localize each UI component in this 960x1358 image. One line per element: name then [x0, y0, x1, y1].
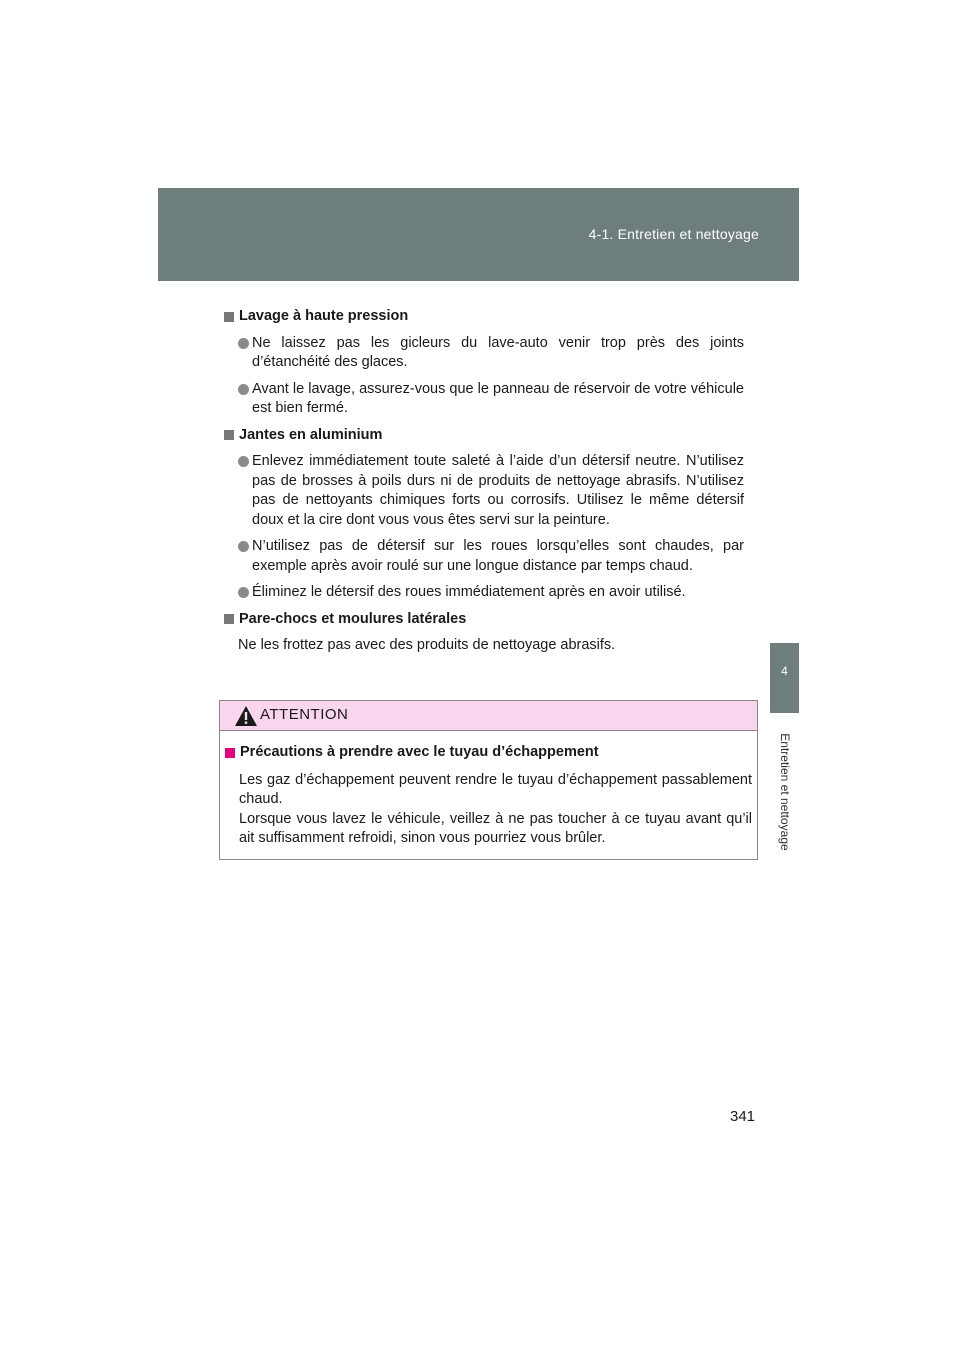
round-bullet-icon	[238, 587, 249, 598]
attention-heading: Précautions à prendre avec le tuyau d’échappement	[225, 743, 752, 763]
list-item: N’utilisez pas de détersif sur les roues lorsqu’elles sont chaudes, par exemple après avoir roulé sur une longue distance par temps chaud.	[224, 537, 744, 576]
attention-text	[225, 771, 752, 849]
list-item: Enlevez immédiatement toute saleté à l’aide d’un détersif neutre. N’utilisez pas de brosses à poils durs ni de produits de nettoyage abrasifs. N’utilisez pas de nettoyants chimiques forts ou corrosifs. Utilisez le même détersif doux et la cire dont vous vous êtes servi sur la peinture.	[224, 452, 744, 530]
chapter-tab-label: Entretien et nettoyage	[777, 732, 792, 851]
attention-header	[220, 701, 757, 731]
attention-box	[219, 700, 758, 860]
attention-paragraph: Lorsque vous lavez le véhicule, veillez à ne pas toucher à ce tuyau avant qu’il ait suffisamment refroidi, sinon vous pourriez vous brûler.	[239, 810, 752, 846]
round-bullet-icon	[238, 384, 249, 395]
round-bullet-icon	[238, 541, 249, 552]
attention-body	[220, 731, 757, 849]
round-bullet-icon	[238, 338, 249, 349]
list-item: Éliminez le détersif des roues immédiatement après en avoir utilisé.	[224, 583, 744, 603]
attention-title: ATTENTION	[260, 706, 349, 723]
list-item: Avant le lavage, assurez-vous que le panneau de réservoir de votre véhicule est bien fermé.	[224, 380, 744, 419]
chapter-tab	[770, 713, 799, 870]
chapter-title: 4-1. Entretien et nettoyage	[588, 226, 759, 242]
round-bullet-icon	[238, 456, 249, 467]
chapter-header-band	[158, 188, 799, 281]
chapter-tab-number: 4	[770, 643, 799, 713]
list-item: Ne laissez pas les gicleurs du lave-auto venir trop près des joints d’étanchéité des glaces.	[224, 334, 744, 373]
square-bullet-icon	[225, 748, 235, 758]
square-bullet-icon	[224, 312, 234, 322]
attention-paragraph: Les gaz d’échappement peuvent rendre le tuyau d’échappement passablement chaud.	[239, 771, 752, 807]
section-text: Ne les frottez pas avec des produits de nettoyage abrasifs.	[238, 637, 616, 653]
square-bullet-icon	[224, 430, 234, 440]
page-number: 341	[730, 1108, 756, 1125]
warning-triangle-icon	[234, 705, 258, 727]
section-heading: Jantes en aluminium	[224, 426, 744, 446]
main-content	[224, 307, 744, 663]
section-heading: Lavage à haute pression	[224, 307, 744, 327]
section-heading: Pare-chocs et moulures latérales	[224, 610, 744, 630]
square-bullet-icon	[224, 614, 234, 624]
